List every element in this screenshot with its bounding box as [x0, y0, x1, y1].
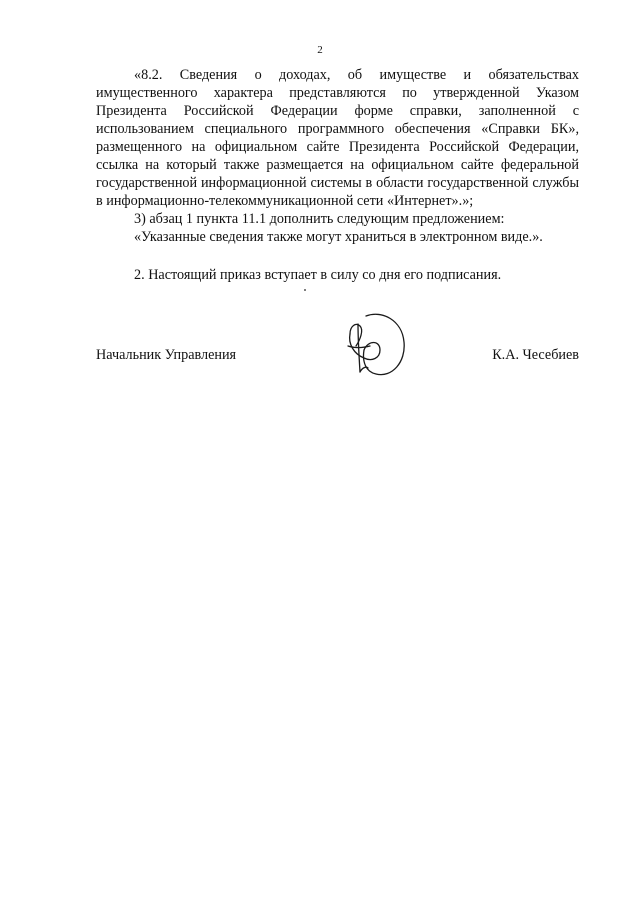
signature-block: [96, 347, 579, 369]
page-number: 2: [317, 44, 323, 56]
signatory-position: Начальник Управления: [96, 347, 237, 363]
scan-speck: [304, 289, 306, 291]
document-body: [96, 66, 579, 284]
paragraph-8-2: «8.2. Сведения о доходах, об имуществе и обязательствах имущественного характера представляются по утвержденной Указом Президента Российской Федерации форме справки, заполненной с использованием специального программного обеспечения «Справки БК», размещенного на официальном сайте Президента Российской Федерации, ссылка на который также размещается на официальном сайте федеральной государственной информационной системы в области государственной службы в информационно-телекоммуникационной сети «Интернет».»;: [96, 67, 579, 209]
paragraph-added-sentence: «Указанные сведения также могут храниться в электронном виде.».: [134, 229, 543, 245]
paragraph-amendment-3: 3) абзац 1 пункта 11.1 дополнить следующим предложением:: [134, 211, 505, 227]
signatory-name: К.А. Чесебиев: [492, 347, 579, 363]
paragraph-effective-date: 2. Настоящий приказ вступает в силу со дня его подписания.: [134, 267, 502, 283]
